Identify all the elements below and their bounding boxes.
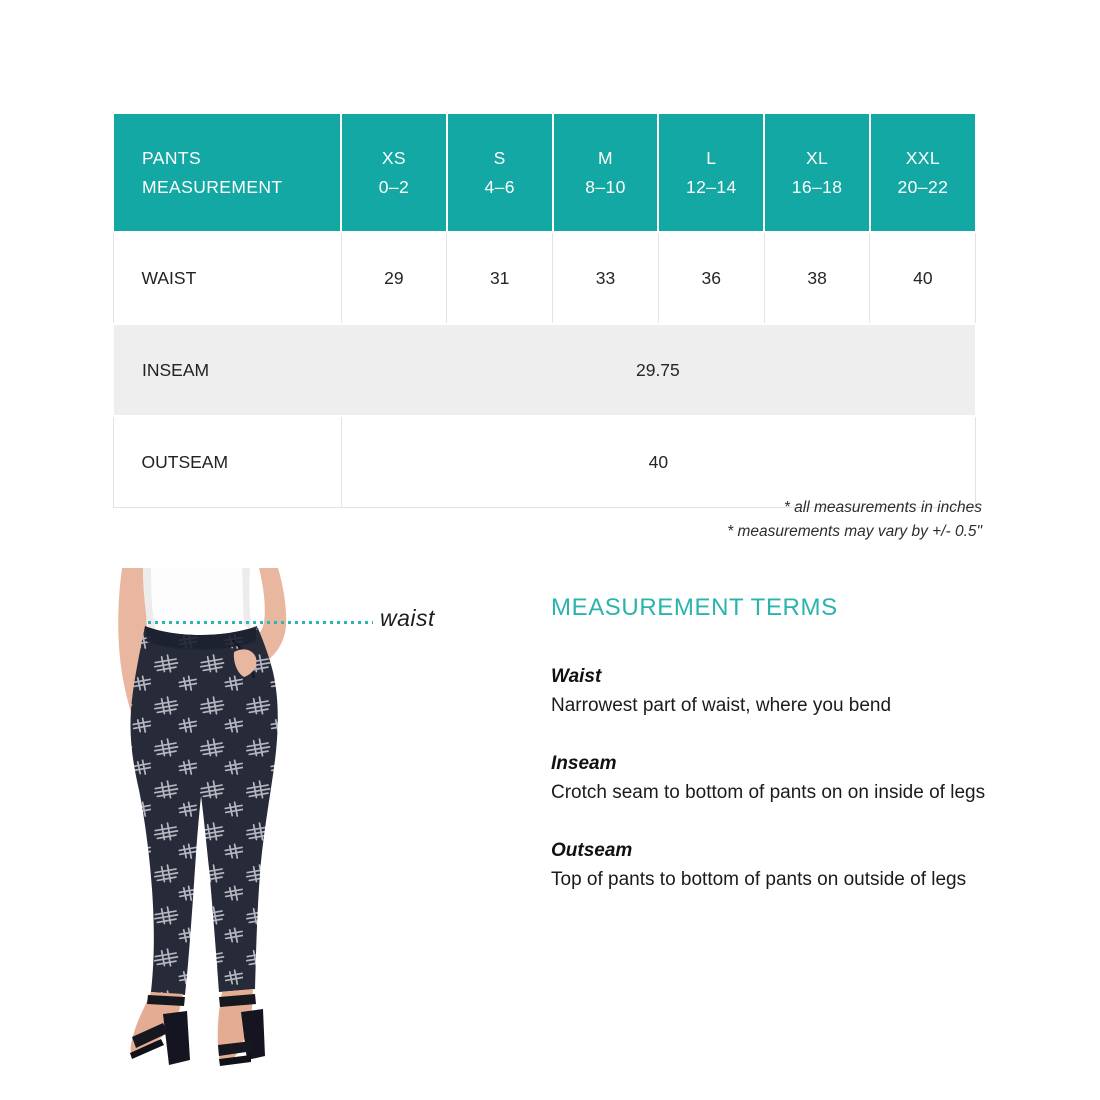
- term-definition: Narrowest part of waist, where you bend: [551, 695, 892, 716]
- size-range: 8–10: [585, 176, 626, 197]
- table-header-size-xxl: [870, 113, 976, 232]
- size-range: 20–22: [897, 176, 949, 197]
- footnotes: [727, 496, 982, 544]
- measurement-terms-heading: MEASUREMENT TERMS: [551, 594, 838, 621]
- term-outseam: [551, 836, 987, 894]
- waist-value-xxl: 40: [870, 232, 976, 324]
- size-label: XS: [381, 147, 406, 168]
- footnote-units: * all measurements in inches: [783, 499, 982, 516]
- footnote-tolerance: * measurements may vary by +/- 0.5": [727, 523, 982, 540]
- model-photo: [105, 568, 295, 1080]
- model-pants: [130, 626, 277, 995]
- right-heel-block: [241, 1009, 265, 1060]
- term-name: Inseam: [551, 753, 617, 774]
- term-definition: Crotch seam to bottom of pants on on inside of legs: [551, 782, 986, 803]
- waist-value-m: 33: [553, 232, 659, 324]
- term-inseam: [551, 749, 987, 807]
- waist-dotted-line: [148, 621, 373, 624]
- table-header-size-xl: [764, 113, 870, 232]
- term-waist: [551, 662, 987, 720]
- waist-indicator-label: waist: [380, 605, 435, 631]
- table-header-row: [113, 113, 976, 232]
- term-name: Outseam: [551, 840, 633, 861]
- term-name: Waist: [551, 666, 602, 687]
- size-label: M: [598, 147, 613, 168]
- size-chart-table: [112, 112, 975, 508]
- table-row-outseam: [113, 416, 976, 508]
- table-row-inseam: [113, 324, 976, 416]
- pants-model-figure: [105, 568, 295, 1080]
- table-header-size-xs: [341, 113, 447, 232]
- size-label: S: [493, 147, 506, 168]
- size-label: L: [706, 147, 717, 168]
- waist-value-s: 31: [447, 232, 553, 324]
- left-heel-block: [163, 1011, 190, 1065]
- waist-value-xl: 38: [764, 232, 870, 324]
- size-range: 16–18: [791, 176, 843, 197]
- table-row-waist: [113, 232, 976, 324]
- table-header-pants-measurement: PANTS MEASUREMENT: [113, 113, 341, 232]
- table-header-size-m: [553, 113, 659, 232]
- size-range: 0–2: [378, 176, 410, 197]
- size-range: 12–14: [685, 176, 737, 197]
- table-header-size-s: [447, 113, 553, 232]
- row-label-waist: WAIST: [113, 232, 341, 324]
- row-label-inseam: INSEAM: [113, 324, 341, 416]
- table-header-size-l: [658, 113, 764, 232]
- size-range: 4–6: [484, 176, 515, 197]
- outseam-value: 40: [341, 416, 976, 508]
- row-label-outseam: OUTSEAM: [113, 416, 341, 508]
- waist-value-xs: 29: [341, 232, 447, 324]
- size-label: XXL: [905, 147, 941, 168]
- measurement-terms-section: [551, 594, 987, 923]
- term-definition: Top of pants to bottom of pants on outside of legs: [551, 869, 967, 890]
- waist-value-l: 36: [658, 232, 764, 324]
- size-label: XL: [805, 147, 829, 168]
- inseam-value: 29.75: [341, 324, 976, 416]
